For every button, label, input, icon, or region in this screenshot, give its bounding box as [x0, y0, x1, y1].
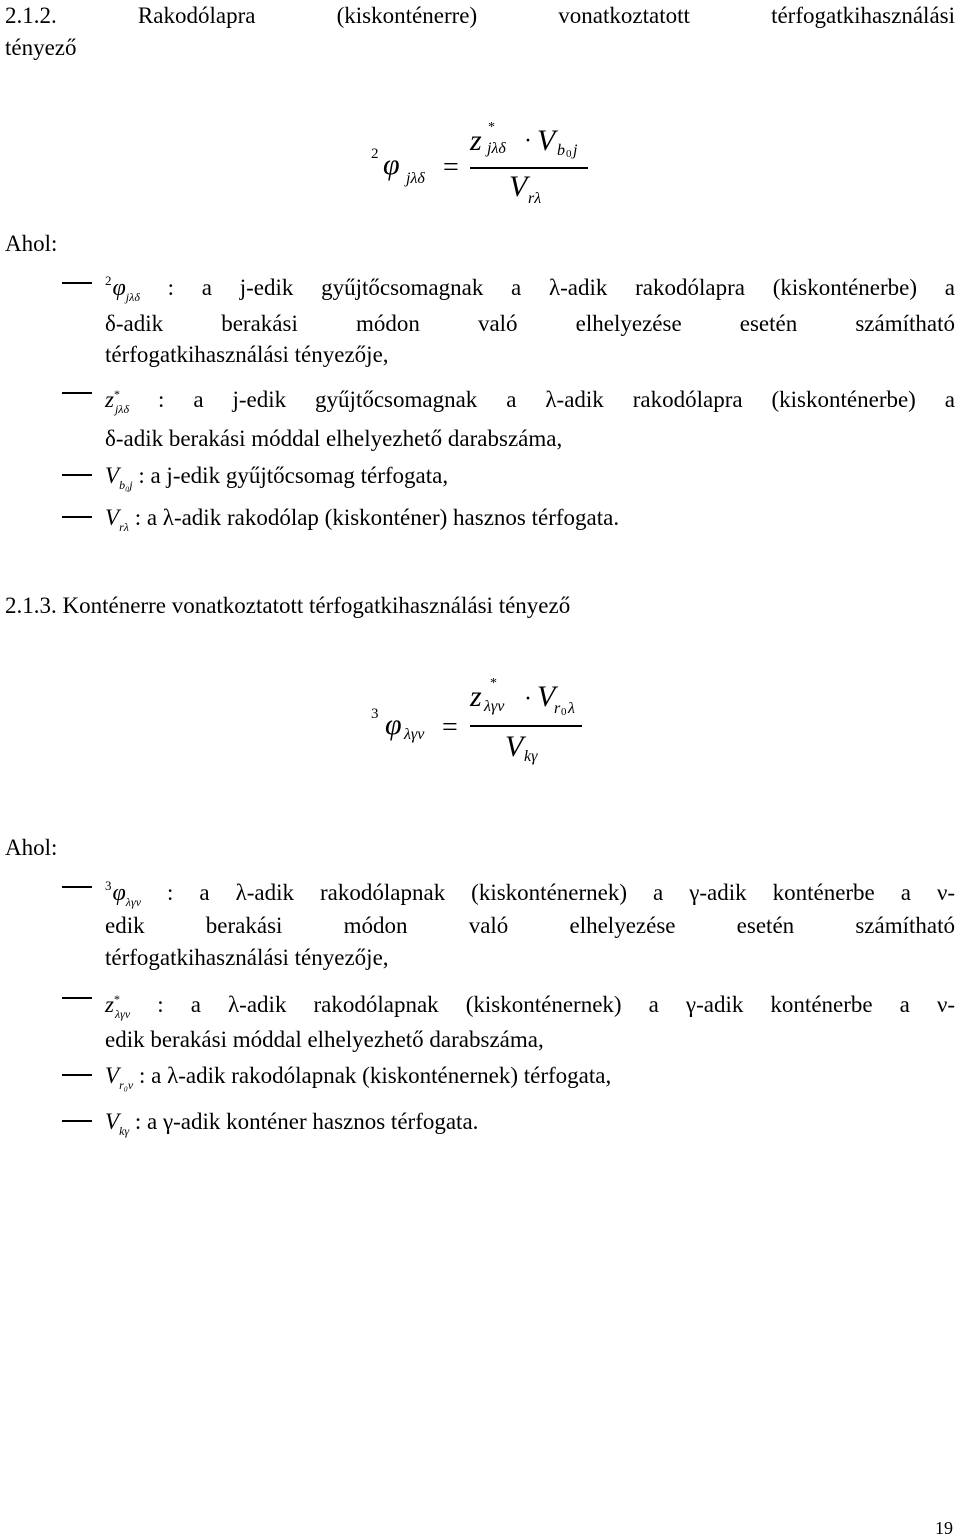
definition-sub: λγν: [114, 1007, 131, 1021]
bullet-dash: [62, 886, 92, 888]
page-number: 19: [935, 1518, 953, 1538]
definition-sub: jλδ: [114, 402, 130, 416]
definition-text: : a λ-adik rakodólap (kiskonténer) hasznos térfogata.: [134, 505, 620, 530]
formula-dot: ·: [524, 686, 532, 712]
formula-num-z-sup: *: [488, 120, 495, 135]
ahol-label-1: Ahol:: [5, 231, 58, 256]
formula-lhs-sub: jλδ: [406, 170, 425, 187]
formula-lhs-var: φ: [383, 148, 400, 181]
formula-den-sub: rλ: [528, 190, 542, 207]
definition-text: : a λ-adik rakodólapnak (kiskonténernek) térfogata,: [138, 1063, 612, 1088]
definition-symbol: z: [105, 387, 114, 412]
definition-text: : a λ-adik rakodólapnak (kiskonténernek) a γ-adik konténerbe a ν-: [167, 880, 956, 905]
definition-vr0-line1: [105, 1060, 955, 1101]
formula-equals: =: [443, 152, 459, 183]
definition-phi-line2: δ-adik berakási módon való elhelyezése esetén számítható: [105, 311, 955, 336]
definition-symbol: V: [105, 463, 120, 488]
definition-z3-line2: edik berakási móddal elhelyezhető darabszáma,: [105, 1027, 544, 1052]
formula-presup: 3: [371, 706, 379, 722]
definition-sub: λγν: [125, 895, 142, 909]
formula-num-z-sub: λγν: [484, 698, 505, 715]
formula-fraction-line: [470, 725, 582, 727]
formula-lhs-var: φ: [385, 708, 402, 741]
formula-den-sub: kγ: [524, 748, 538, 765]
section-heading-2-1-3: 2.1.3. Konténerre vonatkoztatott térfogatkihasználási tényező: [5, 593, 571, 618]
formula-num-v: V: [537, 124, 556, 157]
formula-num-z-sup: *: [490, 676, 497, 691]
definition-vk-line1: [105, 1106, 955, 1147]
definition-phi3-line2: edik berakási módon való elhelyezése esetén számítható: [105, 913, 955, 938]
definition-symbol: V: [105, 505, 120, 530]
definition-text: : a j-edik gyűjtőcsomag térfogata,: [138, 463, 449, 488]
definition-presup: 2: [105, 273, 112, 288]
definition-text: : a j-edik gyűjtőcsomagnak a λ-adik rakodólapra (kiskonténerbe) a: [158, 387, 955, 412]
formula-num-v-sub: r: [554, 700, 561, 717]
section-heading-2-1-2: 2.1.2. Rakodólapra (kiskonténerre) vonatkoztatott térfogatkihasználási: [5, 3, 955, 28]
definition-text: : a λ-adik rakodólapnak (kiskonténernek) a γ-adik konténerbe a ν-: [157, 992, 956, 1017]
definition-z3-line1: [105, 983, 955, 1030]
definition-sub: r₀ν: [119, 1078, 134, 1092]
definition-sub: b₀j: [119, 478, 133, 492]
formula-den-v: V: [509, 170, 528, 203]
definition-symbol: z: [105, 992, 114, 1017]
formula-num-z: z: [470, 680, 482, 713]
definition-phi-line3: térfogatkihasználási tényezője,: [105, 342, 389, 367]
formula-num-v-sub: b: [557, 142, 565, 159]
formula-num-z-sub: jλδ: [487, 140, 506, 157]
formula-num-z: z: [470, 124, 482, 157]
bullet-dash: [62, 1120, 92, 1122]
definition-symbol: φ: [112, 880, 126, 906]
section-heading-2-1-2-cont: tényező: [5, 35, 77, 60]
formula-dot: ·: [524, 128, 532, 154]
definition-sub: kγ: [119, 1124, 130, 1138]
definition-text: : a γ-adik konténer hasznos térfogata.: [134, 1109, 479, 1134]
definition-z-line2: δ-adik berakási móddal elhelyezhető darabszáma,: [105, 426, 563, 451]
formula-num-v-sub2: 0: [561, 706, 567, 718]
definition-symbol: V: [105, 1109, 120, 1134]
formula-presup: 2: [371, 146, 379, 162]
formula-num-v-sub3: λ: [568, 700, 575, 717]
definition-sup: *: [113, 992, 120, 1006]
formula-equals: =: [442, 712, 458, 743]
definition-symbol: φ: [112, 275, 126, 301]
definition-sub: jλδ: [125, 290, 140, 304]
bullet-dash: [62, 997, 92, 999]
formula-num-v-sub2: 0: [566, 148, 572, 160]
bullet-dash: [62, 1074, 92, 1076]
definition-presup: 3: [105, 878, 112, 893]
formula-num-v-sub3: j: [573, 142, 578, 159]
definition-text: : a j-edik gyűjtőcsomagnak a λ-adik rakodólapra (kiskonténerbe) a: [167, 275, 955, 300]
definition-sub: rλ: [119, 520, 129, 534]
definition-phi3-line3: térfogatkihasználási tényezője,: [105, 945, 389, 970]
formula-den-v: V: [505, 730, 524, 763]
definition-symbol: V: [105, 1063, 120, 1088]
ahol-label-2: Ahol:: [5, 835, 58, 860]
formula-num-v: V: [537, 680, 556, 713]
definition-sup: *: [113, 387, 120, 401]
formula-lhs-sub: λγν: [404, 726, 425, 743]
